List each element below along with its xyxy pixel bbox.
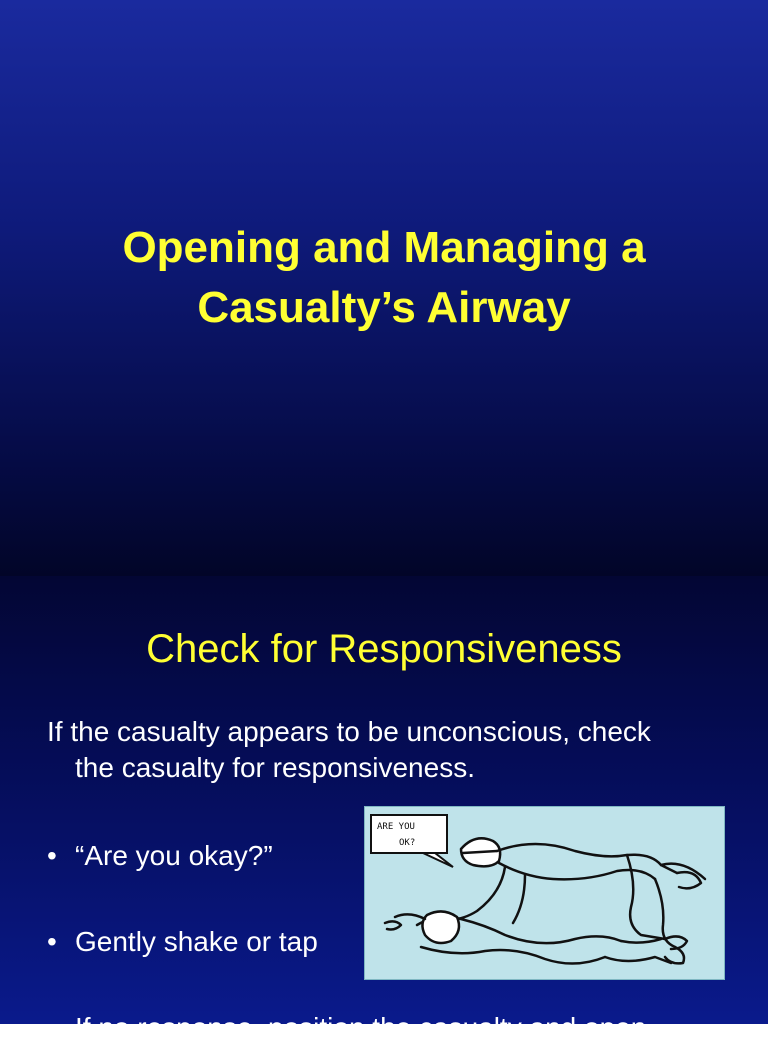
bullet-item <box>47 924 318 960</box>
bullet-icon: • <box>47 926 57 957</box>
bullet-text: Gently shake or tap <box>75 926 318 957</box>
bullet-item <box>47 838 273 874</box>
bubble-line-2: OK? <box>399 838 416 848</box>
slide-title-line-1: Opening and Managing a <box>122 223 646 272</box>
bullet-icon: • <box>47 840 57 871</box>
bullet-item <box>47 1010 646 1046</box>
bullet-text: “Are you okay?” <box>75 840 273 871</box>
content-slide <box>0 576 768 1043</box>
bullet-icon: • <box>47 1012 57 1043</box>
section-title: Check for Responsiveness <box>146 627 622 671</box>
intro-line-1: If the casualty appears to be unconscious, check <box>47 716 651 747</box>
bullet-text: If no response, position the casualty and open <box>75 1012 647 1043</box>
intro-line-2: the casualty for responsiveness. <box>75 752 475 783</box>
slide-title <box>0 218 768 338</box>
bubble-line-1: ARE YOU <box>377 822 415 832</box>
intro-paragraph <box>47 714 727 786</box>
responsiveness-illustration <box>364 806 725 980</box>
slide-title-line-2: Casualty’s Airway <box>197 283 571 332</box>
rescuer-shaking-casualty-icon <box>365 807 724 979</box>
